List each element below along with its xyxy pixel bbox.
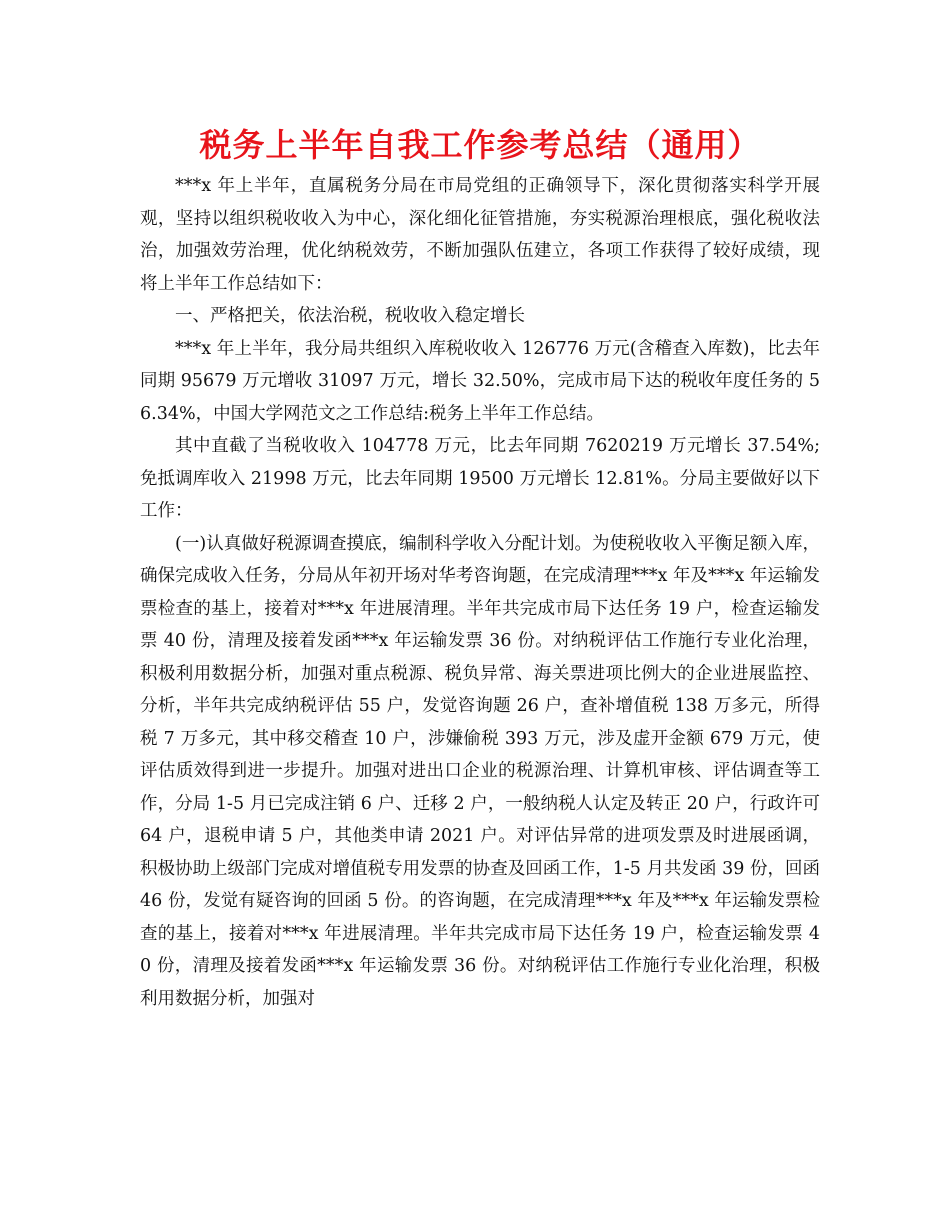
paragraph-revenue: ***x 年上半年，我分局共组织入库税收收入 126776 万元(含稽查入库数)，比去年同期 95679 万元增收 31097 万元，增长 32.50%，完成市局下达的税收年度任务的 56.34%，中国大学网范文之工作总结:税务上半年工作总结。 [140,338,820,424]
paragraph-breakdown: 其中直截了当税收收入 104778 万元，比去年同期 7620219 万元增长 37.54%;免抵调库收入 21998 万元，比去年同期 19500 万元增长 12.81%。分局主要做好以下工作： [140,436,820,521]
document-title: 税务上半年自我工作参考总结（通用） [199,126,761,164]
paragraph-tax-source-survey: (一)认真做好税源调查摸底，编制科学收入分配计划。为使税收收入平衡足额入库，确保完成收入任务，分局从年初开场对华考咨询题，在完成清理***x 年及***x 年运输发票检查的基上，接着对***x 年进展清理。半年共完成市局下达任务 19 户，检查运输发票 40 份，清理及接着发函***x 年运输发票 36 份。对纳税评估工作施行专业化治理，积极利用数据分析，加强对重点税源、税负异常、海关票进项比例大的企业进展监控、分析，半年共完成纳税评估 55 户，发觉咨询题 26 户，查补增值税 138 万多元，所得税 7 万多元，其中移交稽查 10 户，涉嫌偷税 393 万元，涉及虚开金额 679 万元，使评估质效得到进一步提升。加强对进出口企业的税源治理、计算机审核、评估调查等工作，分局 1-5 月已完成注销 6 户、迁移 2 户，一般纳税人认定及转正 20 户，行政许可 64 户，退税申请 5 户，其他类申请 2021 户。对评估异常的进项发票及时进展函调，积极协助上级部门完成对增值税专用发票的协查及回函工作，1-5 月共发函 39 份，回函 46 份，发觉有疑咨询的回函 5 份。的咨询题，在完成清理***x 年及***x 年运输发票检查的基上，接着对***x 年进展清理。半年共完成市局下达任务 19 户，检查运输发票 40 份，清理及接着发函***x 年运输发票 36 份。对纳税评估工作施行专业化治理，积极利用数据分析，加强对 [140,533,820,1009]
paragraph-intro: ***x 年上半年，直属税务分局在市局党组的正确领导下，深化贯彻落实科学开展观，坚持以组织税收收入为中心，深化细化征管措施，夯实税源治理根底，强化税收法治，加强效劳治理，优化纳税效劳，不断加强队伍建立，各项工作获得了较好成绩，现将上半年工作总结如下： [140,176,820,294]
document-page [140,120,820,1015]
section-heading-1: 一、严格把关，依法治税，税收收入稳定增长 [175,306,525,326]
